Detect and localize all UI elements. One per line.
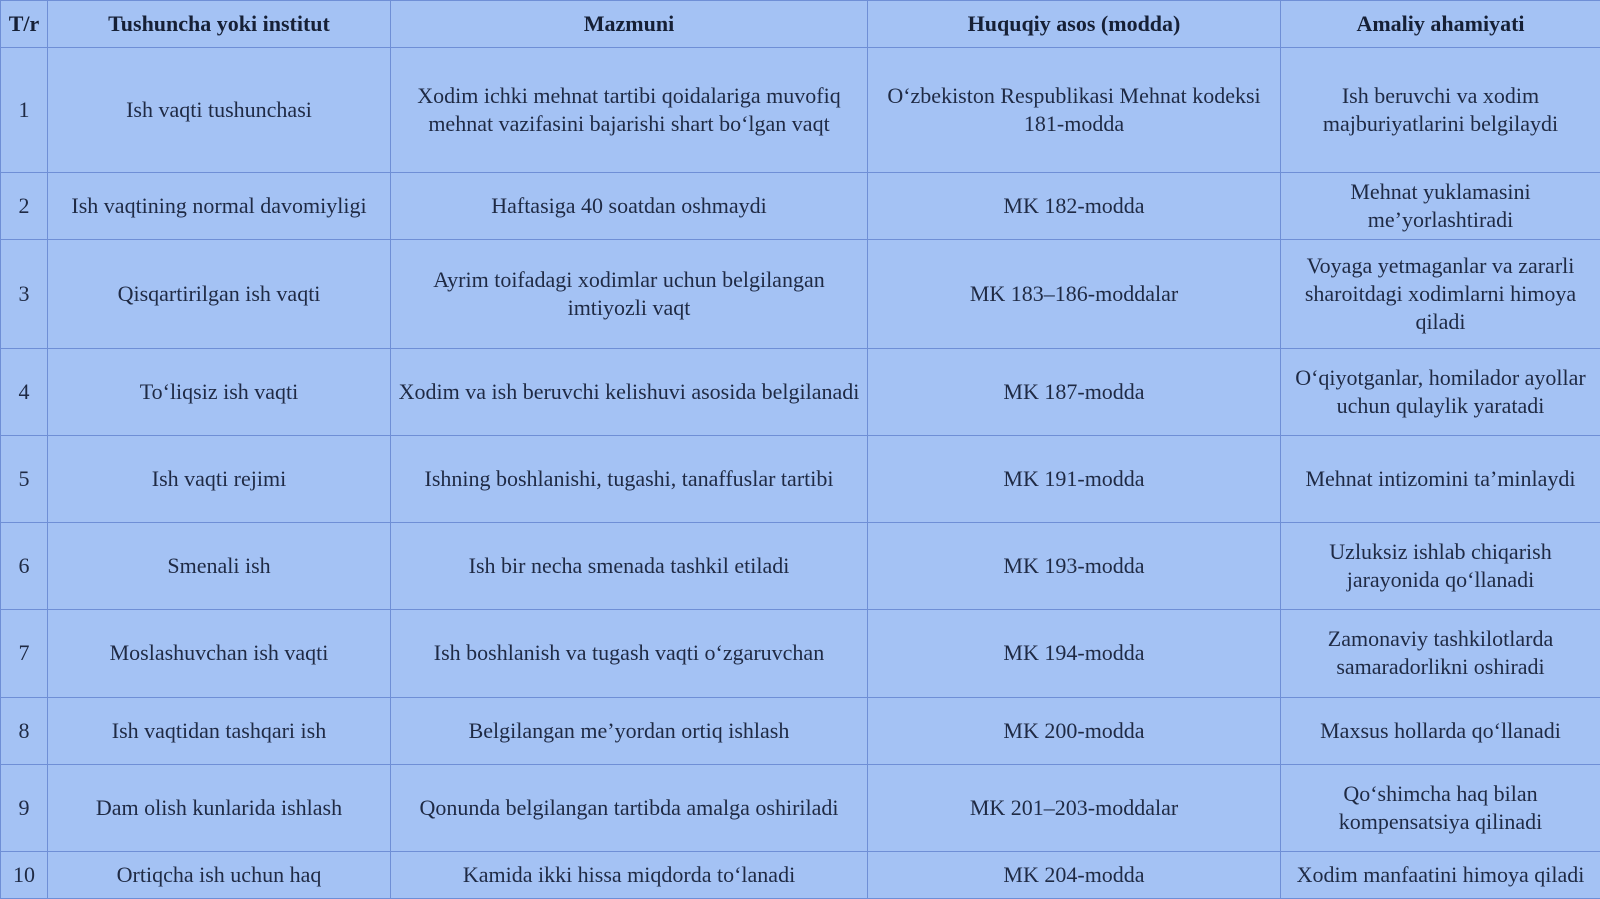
cell-concept: To‘liqsiz ish vaqti xyxy=(48,348,391,435)
header-row xyxy=(1,1,1600,48)
header-number: T/r xyxy=(1,1,48,48)
cell-content: Ayrim toifadagi xodimlar uchun belgilangan imtiyozli vaqt xyxy=(391,240,868,348)
cell-content: Belgilangan me’yordan ortiq ishlash xyxy=(391,697,868,764)
cell-number: 9 xyxy=(1,764,48,851)
cell-legal-basis: MK 204-modda xyxy=(868,851,1281,898)
header-practical-significance: Amaliy ahamiyati xyxy=(1281,1,1600,48)
header-legal-basis: Huquqiy asos (modda) xyxy=(868,1,1281,48)
cell-number: 6 xyxy=(1,523,48,610)
cell-practical-significance: Mehnat yuklamasini me’yorlashtiradi xyxy=(1281,173,1600,240)
cell-number: 5 xyxy=(1,435,48,522)
cell-number: 3 xyxy=(1,240,48,348)
cell-concept: Qisqartirilgan ish vaqti xyxy=(48,240,391,348)
cell-concept: Ortiqcha ish uchun haq xyxy=(48,851,391,898)
cell-number: 2 xyxy=(1,173,48,240)
cell-number: 8 xyxy=(1,697,48,764)
cell-practical-significance: Zamonaviy tashkilotlarda samaradorlikni oshiradi xyxy=(1281,610,1600,697)
cell-number: 1 xyxy=(1,48,48,173)
cell-legal-basis: O‘zbekiston Respublikasi Mehnat kodeksi 181-modda xyxy=(868,48,1281,173)
cell-concept: Dam olish kunlarida ishlash xyxy=(48,764,391,851)
cell-concept: Ish vaqtining normal davomiyligi xyxy=(48,173,391,240)
table-row xyxy=(1,435,1600,522)
cell-legal-basis: MK 182-modda xyxy=(868,173,1281,240)
cell-content: Ish boshlanish va tugash vaqti o‘zgaruvchan xyxy=(391,610,868,697)
cell-legal-basis: MK 194-modda xyxy=(868,610,1281,697)
cell-legal-basis: MK 187-modda xyxy=(868,348,1281,435)
cell-practical-significance: Ish beruvchi va xodim majburiyatlarini belgilaydi xyxy=(1281,48,1600,173)
table-row xyxy=(1,240,1600,348)
header-concept: Tushuncha yoki institut xyxy=(48,1,391,48)
cell-number: 4 xyxy=(1,348,48,435)
cell-legal-basis: MK 193-modda xyxy=(868,523,1281,610)
cell-content: Ishning boshlanishi, tugashi, tanaffuslar tartibi xyxy=(391,435,868,522)
cell-concept: Ish vaqti tushunchasi xyxy=(48,48,391,173)
cell-practical-significance: O‘qiyotganlar, homilador ayollar uchun qulaylik yaratadi xyxy=(1281,348,1600,435)
table-row xyxy=(1,764,1600,851)
cell-content: Xodim va ish beruvchi kelishuvi asosida belgilanadi xyxy=(391,348,868,435)
cell-concept: Smenali ish xyxy=(48,523,391,610)
cell-concept: Ish vaqtidan tashqari ish xyxy=(48,697,391,764)
cell-number: 10 xyxy=(1,851,48,898)
table-row xyxy=(1,173,1600,240)
table-row xyxy=(1,348,1600,435)
header-content: Mazmuni xyxy=(391,1,868,48)
cell-legal-basis: MK 183–186-moddalar xyxy=(868,240,1281,348)
cell-practical-significance: Uzluksiz ishlab chiqarish jarayonida qo‘llanadi xyxy=(1281,523,1600,610)
table-row xyxy=(1,48,1600,173)
cell-content: Kamida ikki hissa miqdorda to‘lanadi xyxy=(391,851,868,898)
cell-concept: Ish vaqti rejimi xyxy=(48,435,391,522)
cell-practical-significance: Mehnat intizomini ta’minlaydi xyxy=(1281,435,1600,522)
cell-content: Qonunda belgilangan tartibda amalga oshiriladi xyxy=(391,764,868,851)
cell-practical-significance: Xodim manfaatini himoya qiladi xyxy=(1281,851,1600,898)
cell-content: Haftasiga 40 soatdan oshmaydi xyxy=(391,173,868,240)
table-row xyxy=(1,610,1600,697)
cell-legal-basis: MK 191-modda xyxy=(868,435,1281,522)
cell-practical-significance: Voyaga yetmaganlar va zararli sharoitdagi xodimlarni himoya qiladi xyxy=(1281,240,1600,348)
cell-content: Xodim ichki mehnat tartibi qoidalariga muvofiq mehnat vazifasini bajarishi shart bo‘lgan vaqt xyxy=(391,48,868,173)
cell-practical-significance: Maxsus hollarda qo‘llanadi xyxy=(1281,697,1600,764)
cell-number: 7 xyxy=(1,610,48,697)
table-row xyxy=(1,851,1600,898)
cell-concept: Moslashuvchan ish vaqti xyxy=(48,610,391,697)
cell-legal-basis: MK 200-modda xyxy=(868,697,1281,764)
cell-content: Ish bir necha smenada tashkil etiladi xyxy=(391,523,868,610)
cell-legal-basis: MK 201–203-moddalar xyxy=(868,764,1281,851)
table-row xyxy=(1,523,1600,610)
cell-practical-significance: Qo‘shimcha haq bilan kompensatsiya qilinadi xyxy=(1281,764,1600,851)
table-row xyxy=(1,697,1600,764)
